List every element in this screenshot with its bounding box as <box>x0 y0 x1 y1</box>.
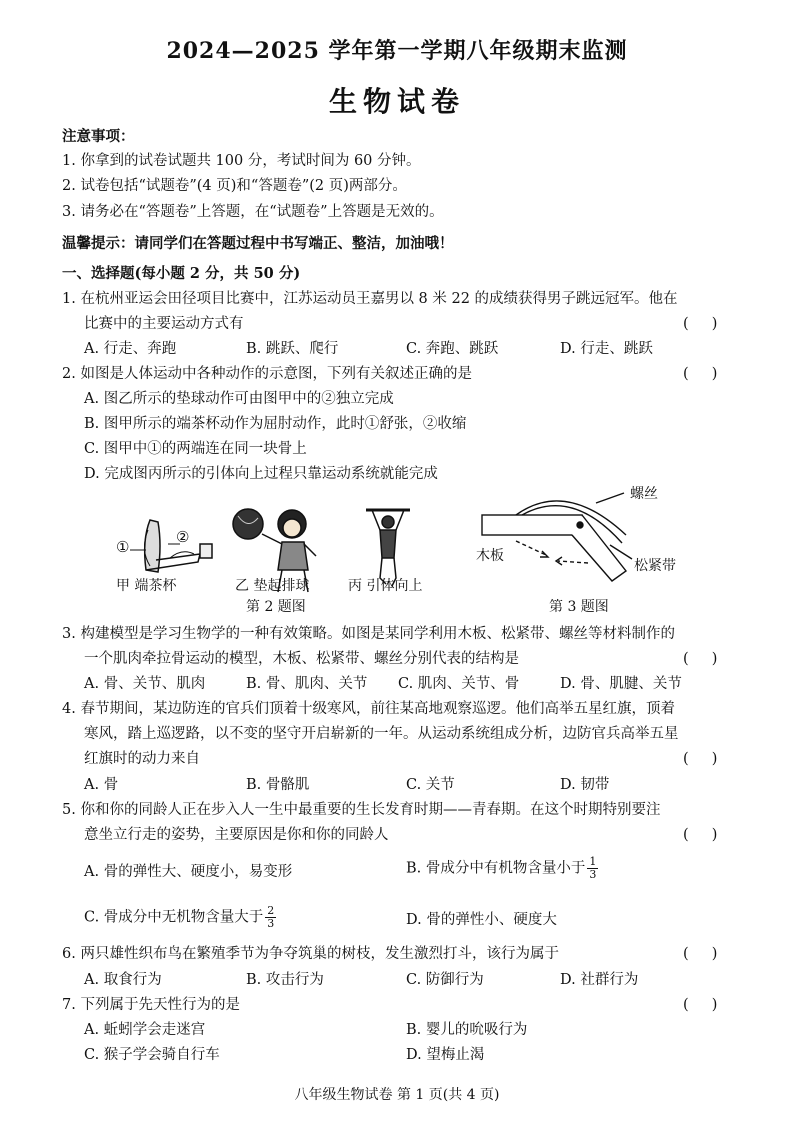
fig3-label-screw: 螺丝 <box>630 486 658 502</box>
notice-item-2: 2. 试卷包括“试题卷”(4 页)和“答题卷”(2 页)两部分。 <box>62 178 407 194</box>
fraction-numerator: 2 <box>267 904 275 917</box>
q4-option-c: C. 关节 <box>406 777 455 793</box>
q6-stem: 6. 两只雄性织布鸟在繁殖季节为争夺筑巢的树枝，发生激烈打斗，该行为属于 <box>62 946 559 962</box>
q4-option-b: B. 骨骼肌 <box>246 777 310 793</box>
q5-option-c-fraction <box>265 905 276 930</box>
q3-answer-paren: ( ) <box>683 651 718 667</box>
q1-answer-paren: ( ) <box>683 316 718 332</box>
pullup-man-illustration <box>366 510 410 586</box>
fig3-leader-screw <box>596 493 624 503</box>
section1-heading: 一、选择题(每小题 2 分，共 50 分) <box>62 265 301 282</box>
q2-option-c: C. 图甲中①的两端连在同一块骨上 <box>84 441 307 457</box>
q5-option-c-text: C. 骨成分中无机物含量大于 <box>84 909 264 926</box>
q5-option-d: D. 骨的弹性小、硬度大 <box>406 912 557 928</box>
q5-stem-line2: 意坐立行走的姿势，主要原因是你和你的同龄人 <box>84 827 389 843</box>
fig3-screw <box>577 522 583 528</box>
q5-option-b-fraction <box>587 856 598 881</box>
q6-option-a: A. 取食行为 <box>84 972 162 988</box>
notice-item-1: 1. 你拿到的试卷试题共 100 分，考试时间为 60 分钟。 <box>62 153 421 169</box>
q1-stem-line1: 1. 在杭州亚运会田径项目比赛中，江苏运动员王嘉男以 8 米 22 的成绩获得男子跳远冠军。他在 <box>62 291 678 307</box>
q3-stem-line1: 3. 构建模型是学习生物学的一种有效策略。如图是某同学利用木板、松紧带、螺丝等材料制作的 <box>62 626 675 642</box>
fig3-label-board: 木板 <box>476 548 504 564</box>
q1-option-b: B. 跳跃、爬行 <box>246 341 339 357</box>
fig2-label-yi: 乙 垫起排球 <box>235 578 310 594</box>
fig2-label-bing: 丙 引体向上 <box>348 578 423 594</box>
q6-option-c: C. 防御行为 <box>406 972 484 988</box>
notice-item-3: 3. 请务必在“答题卷”上答题，在“试题卷”上答题是无效的。 <box>62 204 444 220</box>
q4-stem-line2: 寒风，踏上巡逻路，以不变的坚守开启崭新的一年。从运动系统组成分析，边防官兵高举五星 <box>84 726 679 742</box>
exam-subtitle: 生物试卷 <box>328 85 465 118</box>
fig2-label-jia: 甲 端茶杯 <box>116 578 177 594</box>
fig3-arrow-2 <box>558 561 588 563</box>
fraction-denominator: 3 <box>589 868 597 881</box>
q6-option-d: D. 社群行为 <box>560 972 639 988</box>
q3-option-d: D. 骨、肌腱、关节 <box>560 676 682 692</box>
arm-cup-illustration <box>130 520 212 572</box>
q4-option-a: A. 骨 <box>84 777 119 793</box>
page-footer: 八年级生物试卷 第 1 页(共 4 页) <box>294 1087 500 1103</box>
figure-3 <box>476 485 716 595</box>
q5-answer-paren: ( ) <box>683 827 718 843</box>
q2-option-d: D. 完成图丙所示的引体向上过程只靠运动系统就能完成 <box>84 466 438 482</box>
q1-stem-line2: 比赛中的主要运动方式有 <box>84 316 244 332</box>
q7-option-a: A. 蚯蚓学会走迷宫 <box>84 1022 206 1038</box>
q7-option-d: D. 望梅止渴 <box>406 1047 485 1063</box>
q2-option-b: B. 图甲所示的端茶杯动作为屈肘动作，此时①舒张，②收缩 <box>84 416 467 432</box>
q2-option-a: A. 图乙所示的垫球动作可由图甲中的②独立完成 <box>84 391 394 407</box>
fig2-caption: 第 2 题图 <box>246 599 306 615</box>
q2-answer-paren: ( ) <box>683 366 718 382</box>
notice-heading: 注意事项： <box>62 128 135 145</box>
q3-stem-line2: 一个肌肉牵拉骨运动的模型，木板、松紧带、螺丝分别代表的结构是 <box>84 651 519 667</box>
fig3-board-upper <box>482 515 582 535</box>
fraction-numerator: 1 <box>589 855 597 868</box>
q3-option-b: B. 骨、肌肉、关节 <box>246 676 368 692</box>
q6-answer-paren: ( ) <box>683 946 718 962</box>
q5-stem-line1: 5. 你和你的同龄人正在步入人一生中最重要的生长发育时期——青春期。在这个时期特别要注 <box>62 802 661 818</box>
q6-option-b: B. 攻击行为 <box>246 972 324 988</box>
q7-stem: 7. 下列属于先天性行为的是 <box>62 997 240 1013</box>
q4-stem-line1: 4. 春节期间，某边防连的官兵们顶着十级寒风，前往某高地观察巡逻。他们高举五星红旗，顶着 <box>62 701 675 717</box>
fig3-arrow-1 <box>516 541 546 555</box>
q4-answer-paren: ( ) <box>683 751 718 767</box>
q3-option-c: C. 肌肉、关节、骨 <box>398 676 520 692</box>
q5-option-c <box>84 905 276 930</box>
q4-stem-line3: 红旗时的动力来自 <box>84 751 200 767</box>
fig2-mark-2: ② <box>176 528 190 546</box>
fig3-caption: 第 3 题图 <box>549 599 609 615</box>
exam-title: 2024—2025 学年第一学期八年级期末监测 <box>166 38 628 64</box>
notice-tip: 温馨提示：请同学们在答题过程中书写端正、整洁，加油哦！ <box>62 235 454 252</box>
figure-3-drawing <box>476 485 716 595</box>
fig3-label-band: 松紧带 <box>634 558 676 574</box>
q7-answer-paren: ( ) <box>683 997 718 1013</box>
q5-option-b-text: B. 骨成分中有机物含量小于 <box>406 860 586 877</box>
q5-option-b <box>406 856 598 881</box>
q1-option-d: D. 行走、跳跃 <box>560 341 653 357</box>
q5-option-a: A. 骨的弹性大、硬度小，易变形 <box>84 864 293 880</box>
q1-option-a: A. 行走、奔跑 <box>84 341 177 357</box>
fraction-denominator: 3 <box>267 917 275 930</box>
fig2-mark-1: ① <box>116 538 130 556</box>
q4-option-d: D. 韧带 <box>560 777 610 793</box>
q3-option-a: A. 骨、关节、肌肉 <box>84 676 206 692</box>
q2-stem: 2. 如图是人体运动中各种动作的示意图，下列有关叙述正确的是 <box>62 366 472 382</box>
q1-option-c: C. 奔跑、跳跃 <box>406 341 499 357</box>
q7-option-b: B. 婴儿的吮吸行为 <box>406 1022 528 1038</box>
q7-option-c: C. 猴子学会骑自行车 <box>84 1047 220 1063</box>
